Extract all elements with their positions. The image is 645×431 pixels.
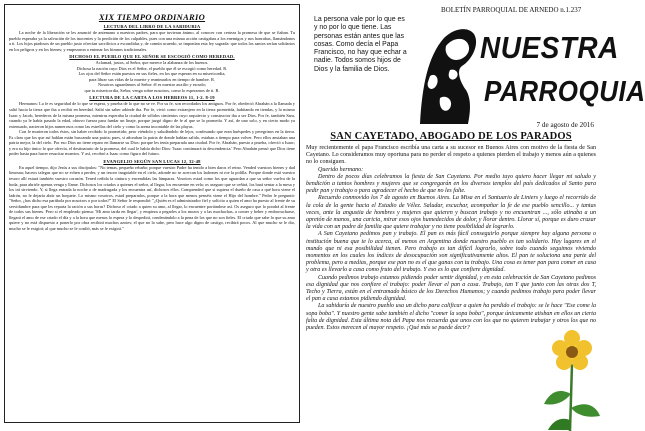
reading2-text: Hermanos: La fe es seguridad de lo que se espera, y prueba de lo que no se ve. Por su fe, son recordados los antiguos. Por fe, obedeció Abrahán a la llamada y salió hacia la tierra que iba a recibir en heredad. Salió sin saber adónde iba. Por fe, vivió como extranjero en la tierra prometida, habitando en tiendas, y lo mismo Isaac y Jacob, herederos de la misma promesa, mientras esperaba la ciudad de sólidos cimientos cuyo arquitecto y constructor iba a ser Dios. Por fe, también Sara, cuando ya le había pasado la edad, obtuvo fuerza para fundar un linaje, porque juzgó digno de fe al que se lo prometía. Y así, de uno solo, y en cierto modo ya extenuado, nacieron hijos numerosos como las estrellas del cielo y como la arena incontable de las playas.	[9, 101, 295, 129]
issue-date: 7 de agosto de 2016	[536, 121, 594, 129]
reading1-text: La noche de la liberación se les anunció de antemano a nuestros padres, para que tuvieran ánimo, al conocer con certeza la promesa de que se fiaban. Tu pueblo esperaba ya la salvación de los inocentes y la perdición de los culpables, pues con una misma acción castigabas a los enemigos y nos honrabas, llamándonos a ti. Los hijos piadosos de un pueblo justo ofrecían sacrificios a escondidas y, de común acuerdo, se imponían esta ley sagrada: que todos los santos serían solidarios en los peligros y en los bienes; y empezaron a entonar los himnos tradicionales.	[9, 30, 295, 52]
article-paragraph: Dentro de pocos días celebramos la fiesta de San Cayetano. Por medio tuyo quiero hacer llegar mi saludo y bendición a tantos hombres y mujeres que se congregarán en los diversos templos del país dedicados al Santo para pedir pan y trabajo o para agradecer el hecho de que no les falte.	[306, 173, 596, 195]
liturgy-title: XIX TIEMPO ORDINARIO	[98, 12, 206, 22]
left-column	[4, 4, 300, 423]
article-title: SAN CAYETADO, ABOGADO DE LOS PARADOS	[330, 131, 572, 142]
psalm-response: DICHOSO EL PUEBLO QUE EL SEÑOR SE ESCOGIÓ COMO HEREDAD.	[69, 54, 235, 60]
article-paragraph: A San Cayetano pedimos pan y trabajo. El pan es más fácil conseguirlo porque siempre hay alguna persona o institución buena que te lo acerca, al menos en Argentina donde nuestro pueblo es tan solidario. Hay lugares en el mundo que ni esa posibilidad tienen. Pero trabajo es tan difícil lograrlo, sobre todo cuando seguimos viviendo momentos en los cuales los índices de desocupación son significativamente altos. El pan te soluciona una parte del problema, pero a medias, porque ese pan no es el que ganas con tu trabajo. Una cosa es tener pan para comer en casa y otra es llevarlo a casa como fruto del trabajo. Y eso es lo que confiere dignidad.	[306, 231, 596, 274]
article-paragraph: Cuando pedimos trabajo estamos pidiendo poder sentir dignidad, y en esta celebración de San Cayetano pedimos esa dignidad que nos confiere el trabajo: poder llevar el pan a casa. Trabajo, tan Y que junto con las otras dos T, Techo y Tierra, están en el entramado básico de los Derechos Humanos; y cuando pedimos trabajo para poder llevar el pan a casa estamos pidiendo dignidad.	[306, 274, 596, 303]
psalm-line: Aclamad, justos, al Señor, que merece la alabanza de los buenos.	[95, 60, 209, 66]
psalm-line: Nosotros aguardamos al Señor: él es nuestro auxilio y escudo;	[98, 82, 206, 88]
article-paragraph: La sabiduría de nuestro pueblo usa un dicho para calificar a quien ha perdido el trabajo: se le hace "Ese come la sopa boba". Y nuestro gente sabe también el dicho "comer la sopa boba", porque únicamente atisban en ellos un cierta falta de dignidad. Esta última nota del Papa nos recuerda que unos con los que no quieren trabajar y otros los que no pueden. Estos merecen al mayor respeto. ¡Qué más se puede decir?	[306, 303, 596, 332]
gospel-heading: EVANGELIO SEGÚN SAN LUCAS 12, 32-48	[103, 158, 201, 164]
reading2-text-cont: Con fe murieron todos éstos, sin haber recibido lo prometido; pero viéndolo y saludándolo de lejos, confesando que eran huéspedes y peregrinos en la tierra. Es claro que los que así hablan están buscando una patria; pues, si añoraban la patria de donde habían salido, estaban a tiempo para volver. Pero ellos ansiaban una patria mejor, la del cielo. Por eso Dios no tiene reparo en llamarse su Dios: porque les tenía preparada una ciudad. Por fe, Abrahán, puesto a prueba, ofreció a Isaac; y era su hijo único lo que ofrecía, el destinatario de la promesa, del cual le había dicho Dios: 'Isaac continuará tu descendencia.' Pero Abrahán pensó que Dios tiene poder hasta para hacer resucitar muertos. Y así, recobró a Isaac como figura del futuro.	[9, 129, 295, 157]
article-paragraph: Recuerdo conmovido los 7 de agosto en Buenos Aires. La Misa en el Santuario de Liniers y luego el recorrido de la cola de la gente hacia el Estadio de Vélez. Saludar, escuchar, acompañar la fe de ese pueblo sencillo... y tantas veces, ante la angustia de hombres y mujeres que quieren y buscan trabajo y no encuentran ..., sólo atinaba a un apretón de manos, una caricia, mirar esos ojos humedecidos de dolor, y llorar dentro. Llorar sí, porque es duro cruzar la vida con un padre de familia que quiere trabajar y no tiene posibilidad de lograrlo.	[306, 195, 596, 231]
reading2-heading: LECTURA DE LA CARTA A LOS HEBREOS 11, 1-2. 8-19	[89, 95, 215, 101]
issue-number: BOLETÍN PARROQUIAL DE ARNEDO n.1.237	[441, 6, 582, 14]
reading1-heading: LECTURA DEL LIBRO DE LA SABIDURIA	[103, 24, 201, 29]
masthead-line1: NUESTRA	[480, 30, 619, 65]
letter-salutation: Querido hermano:	[318, 166, 364, 173]
masthead-line2: PARROQUIA	[484, 74, 645, 108]
psalm-line: Dichosa la nación cuyo Dios es el Señor, el pueblo que él se escogió como heredad. R.	[76, 65, 228, 71]
psalm-line: que tu misericordia, Señor, venga sobre nosotros, como lo esperamos de ti. R.	[84, 87, 220, 93]
psalm-line: para librar sus vidas de la muerte y reanimarlos en tiempo de hambre. R.	[88, 76, 216, 82]
right-column	[306, 4, 645, 423]
flower-illustration	[542, 324, 602, 431]
psalm-line: Los ojos del Señor están puestos en sus fieles, en los que esperan en su misericordia,	[78, 71, 226, 77]
praying-figure-illustration	[410, 16, 486, 126]
article-paragraph: Muy recientemente el papa Francisco escribía una carta a su sucesor en Buenos Aires con motivo de la fiesta de San Cayetano. Lo consideramos muy oportuna para no perder el respeto a quienes pierden el trabajo y menos aún a quienes no lo consiguen.	[306, 145, 596, 166]
gospel-text: En aquel tiempo, dijo Jesús a sus discípulos: "No temas, pequeño rebaño; porque vuestro Padre ha tenido a bien daros el reino. Vended vuestros bienes y dad limosna; haceos talegas que no se echen a perder, y un tesoro inagotable en el cielo, adonde no se acercan los ladrones ni roe la polilla. Porque donde está vuestro tesoro allí estará también vuestro corazón. Tened ceñida la cintura y encendidas las lámparas. Vosotros estad como los que aguardan a que su señor vuelva de la boda, para abrirle apenas venga y llame. Dichosos los criados a quienes el señor, al llegar, los encuentre en vela; os aseguro que se ceñirá, los hará sentar a la mesa y los irá sirviendo. Y, si llega entrada la noche o de madrugada y los encuentra así, dichosos ellos. Comprended que si supiera el dueño de casa a qué hora viene el ladrón, no le dejaría abrir un boquete. Lo mismo vosotros, estad preparados, porque a la hora que menos penséis viene el Hijo del hombre." Pedro le preguntó: "Señor, ¿has dicho esa parábola por nosotros o por todos?" El Señor le respondió: "¿Quién es el administrador fiel y solícito a quien el amo ha puesto al frente de su servidumbre para que les reparta la ración a sus horas? Dichoso el criado a quien su amo, al llegar, lo encuentre portándose así. Os aseguro que lo pondrá al frente de todos sus bienes. Pero si el empleado piensa: 'Mi amo tarda en llegar', y empieza a pegarles a los mozos y a las muchachas, a comer y beber y emborracharse, llegará el amo de ese criado el día y a la hora que menos lo espera y lo despedirá, condenándolo a la pena de los que no son fieles. El criado que sabe lo que su amo quiere y no está dispuesto a ponerlo por obra recibirá muchos azotes; el que no lo sabe, pero hace algo digno de castigo, recibirá pocos. Al que mucho se le dio, mucho se le exigirá; al que mucho se le confió, más se le exigirá."	[9, 164, 295, 231]
intro-quote: La persona vale por lo que es y no por lo que tiene. Las personas están antes que las cosas. Como decía el Papa Francisco, no hay que echar a nadie. Todos somos hijos de Dios y la familia de Dios.	[314, 16, 407, 73]
